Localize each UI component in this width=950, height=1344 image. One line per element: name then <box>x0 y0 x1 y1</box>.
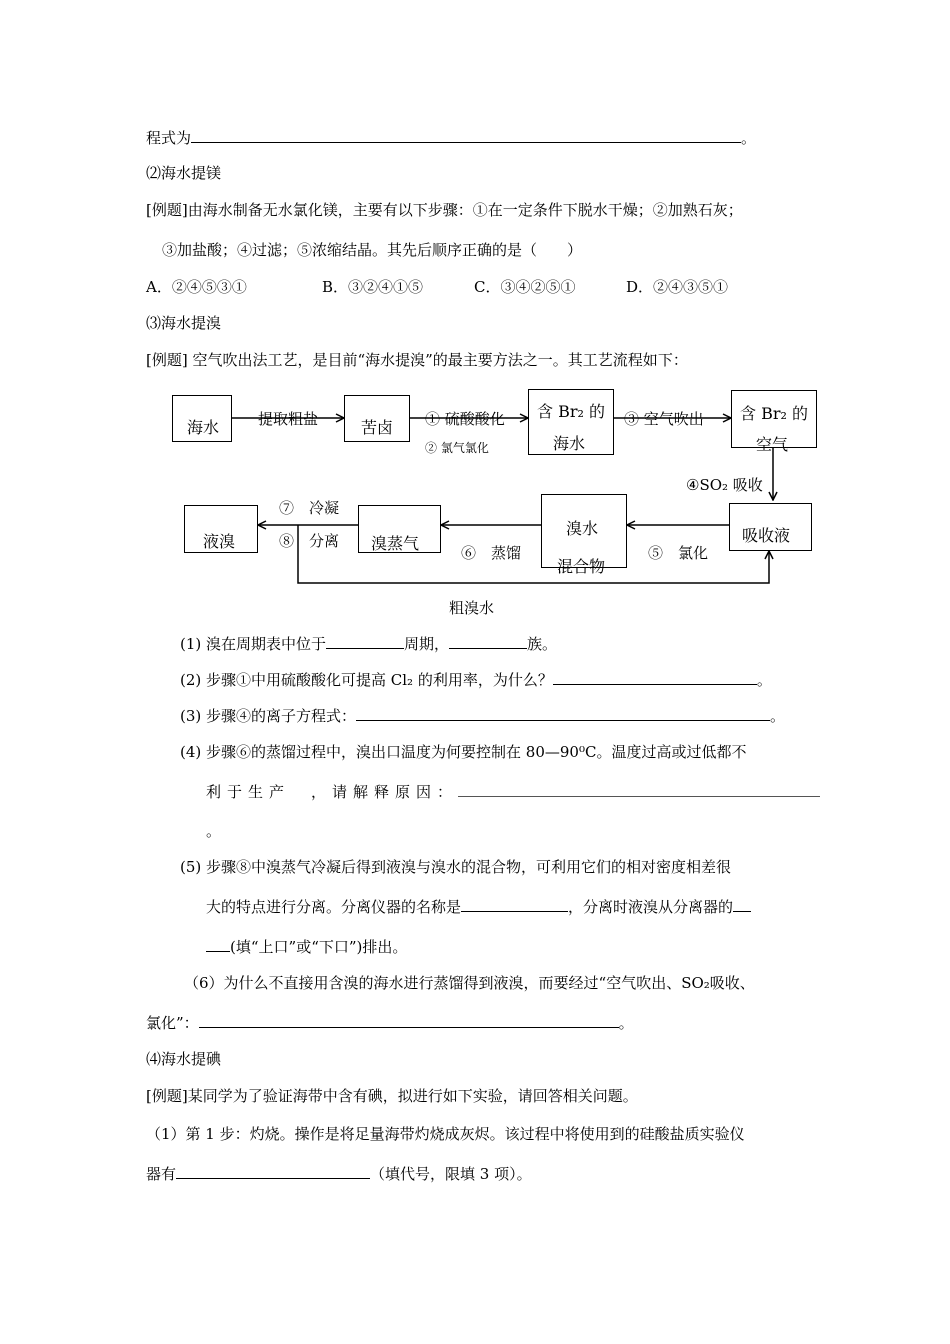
box-liquidbr <box>184 505 258 553</box>
br-q4-line2 <box>206 782 820 802</box>
br-q1-blank-group[interactable] <box>449 634 527 649</box>
iodine-question-intro: [例题]某同学为了验证海带中含有碘，拟进行如下实验，请回答相关问题。 <box>146 1087 638 1105</box>
mg-question-line1: [例题]由海水制备无水氯化镁，主要有以下步骤：①在一定条件下脱水干燥；②加熟石灰； <box>146 201 743 219</box>
equation-suffix: 。 <box>741 129 757 147</box>
br-q3-end: 。 <box>770 707 786 725</box>
br-q4-line1: (4) 步骤⑥的蒸馏过程中，溴出口温度为何要控制在 80—90⁰C。温度过高或过低都不 <box>180 743 747 761</box>
box-bittern <box>344 395 410 442</box>
box-absorb <box>729 503 812 551</box>
box-absorb-label: 吸收液 <box>742 526 791 545</box>
br-q1-text-b: 周期， <box>404 635 450 653</box>
br-q1-text-a: (1) 溴在周期表中位于 <box>180 635 327 653</box>
br-q5-line2 <box>206 897 751 917</box>
br-question-intro: [例题] 空气吹出法工艺，是目前“海水提溴”的最主要方法之一。其工艺流程如下： <box>146 351 688 369</box>
br-q2-blank[interactable] <box>553 670 757 685</box>
box-liquidbr-label: 液溴 <box>203 532 236 551</box>
br-q5-text-b: ，分离时液溴从分离器的 <box>568 898 734 916</box>
label-extract-salt: 提取粗盐 <box>258 410 319 428</box>
br-heading: ⑶海水提溴 <box>146 314 222 332</box>
iodine-step1-blank[interactable] <box>176 1164 370 1179</box>
br-q4-text: 利于生产 ，请解释原因： <box>206 783 459 801</box>
box-br2-seawater-line1: 含 Br₂ 的 <box>537 402 605 421</box>
equation-prefix: 程式为 <box>146 129 192 147</box>
iodine-step1-text-a: 器有 <box>146 1165 177 1183</box>
br-q6-line2 <box>146 1013 634 1033</box>
br-q4-blank[interactable] <box>458 782 820 797</box>
box-seawater <box>172 395 232 442</box>
box-brvapor <box>358 505 441 553</box>
box-br2-seawater-line2: 海水 <box>553 434 586 453</box>
mg-option-a[interactable]: A．②④⑤③① <box>146 278 247 296</box>
box-br2-seawater <box>528 389 614 455</box>
iodine-step1-line2 <box>146 1164 532 1184</box>
box-br2-air <box>731 390 817 454</box>
iodine-step1-text-b: （填代号，限填 3 项）。 <box>370 1165 532 1183</box>
br-q5-blank-instrument[interactable] <box>461 897 568 912</box>
label-air-blow: ③ 空气吹出 <box>624 410 704 428</box>
box-seawater-label: 海水 <box>187 418 220 437</box>
box-br2-air-line2: 空气 <box>756 435 789 454</box>
mg-option-d[interactable]: D．②④③⑤① <box>626 278 729 296</box>
mg-option-c[interactable]: C．③④②⑤① <box>474 278 576 296</box>
br-q1 <box>180 634 557 654</box>
label-separate: ⑧ 分离 <box>279 532 340 550</box>
br-q2-end: 。 <box>756 671 772 689</box>
box-br2-air-line1: 含 Br₂ 的 <box>740 404 808 423</box>
br-q5-text-c: (填“上口”或“下口”)排出。 <box>230 938 408 956</box>
br-q6-text: 氯化”： <box>146 1014 199 1032</box>
mg-option-b[interactable]: B．③②④①⑤ <box>322 278 424 296</box>
br-q5-text-a: 大的特点进行分离。分离仪器的名称是 <box>206 898 462 916</box>
box-brwater-line2: 混合物 <box>557 557 606 576</box>
label-crude-brwater: 粗溴水 <box>449 599 495 617</box>
br-q1-text-c: 族。 <box>527 635 558 653</box>
br-q2 <box>180 670 772 690</box>
br-q6-line1: （6）为什么不直接用含溴的海水进行蒸馏得到液溴，而要经过“空气吹出、SO₂吸收、 <box>184 974 755 992</box>
br-q6-end: 。 <box>618 1014 634 1032</box>
box-brvapor-label: 溴蒸气 <box>371 534 420 553</box>
label-distill: ⑥ 蒸馏 <box>461 544 522 562</box>
mg-heading: ⑵海水提镁 <box>146 164 222 182</box>
label-condense: ⑦ 冷凝 <box>279 499 340 517</box>
label-so2-absorb: ④SO₂ 吸收 <box>686 476 763 494</box>
br-q2-text: (2) 步骤①中用硫酸酸化可提高 Cl₂ 的利用率，为什么？ <box>180 671 553 689</box>
br-q3-text: (3) 步骤④的离子方程式： <box>180 707 357 725</box>
box-brwater-mixture <box>541 494 627 576</box>
label-chlorinate: ⑤ 氯化 <box>648 544 709 562</box>
iodine-heading: ⑷海水提碘 <box>146 1050 222 1068</box>
br-q1-blank-period[interactable] <box>326 634 404 649</box>
label-chlorinate-cl2: ② 氯气氯化 <box>425 441 489 455</box>
mg-question-line2: ③加盐酸；④过滤；⑤浓缩结晶。其先后顺序正确的是（ ） <box>162 241 583 259</box>
br-q5-blank-outlet-1[interactable] <box>733 897 751 912</box>
br-q3-blank[interactable] <box>356 706 770 721</box>
br-q5-blank-outlet-2[interactable] <box>206 937 230 952</box>
br-q3 <box>180 706 785 726</box>
br-q5-line1: (5) 步骤⑧中溴蒸气冷凝后得到液溴与溴水的混合物，可利用它们的相对密度相差很 <box>180 858 732 876</box>
label-acidify: ① 硫酸酸化 <box>425 410 505 428</box>
iodine-step1-line1: （1）第 1 步：灼烧。操作是将足量海带灼烧成灰烬。该过程中将使用到的硅酸盐质实验仪 <box>146 1125 745 1143</box>
box-bittern-label: 苦卤 <box>361 418 394 437</box>
box-brwater-line1: 溴水 <box>566 519 599 538</box>
br-q4-end: 。 <box>206 822 222 840</box>
br-q5-line3 <box>206 937 407 957</box>
br-q6-blank[interactable] <box>199 1013 619 1028</box>
